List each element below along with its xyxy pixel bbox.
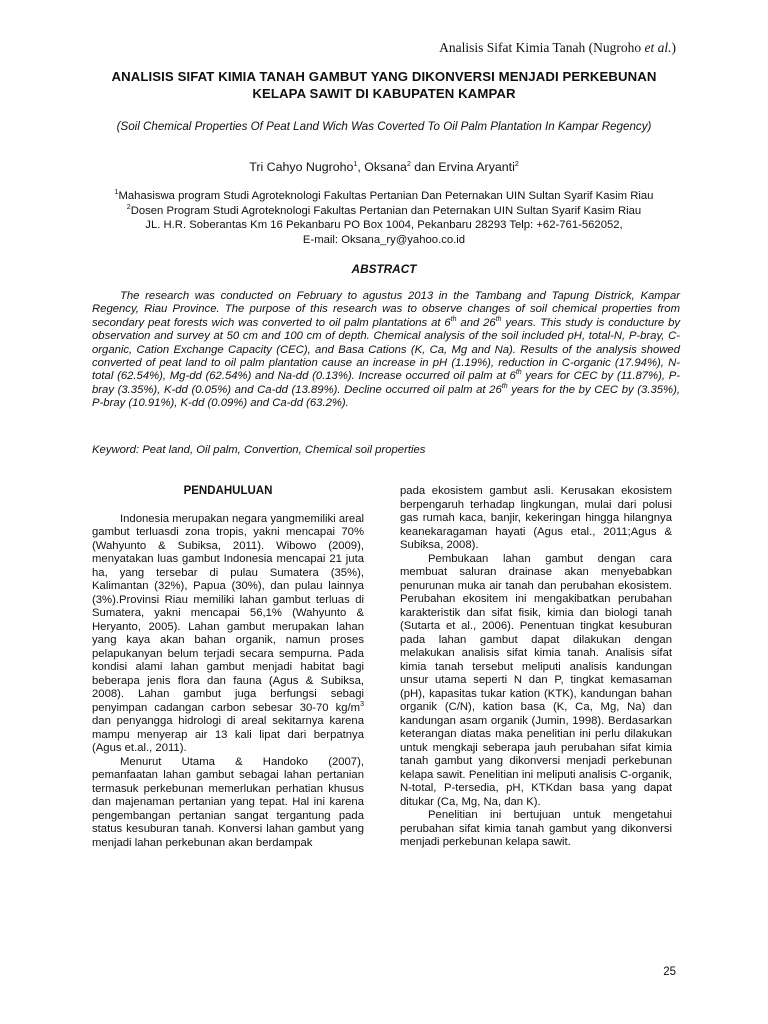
page-number: 25 — [663, 966, 676, 978]
author-1-affil: 1 — [353, 160, 358, 168]
paragraph — [92, 513, 364, 756]
affiliation-address: JL. H.R. Soberantas Km 16 Pekanbaru PO Box 1004, Pekanbaru 28293 Telp: +62-761-562052, — [145, 219, 623, 231]
left-column — [92, 485, 364, 850]
paragraph-text: dan penyangga hidrologi di areal sekitarnya karena mampu menyerap air 13 kali lipat dari berpatnya (Agus et.al., 2011). — [92, 715, 364, 754]
abstract-sup-4: th — [501, 383, 508, 391]
affiliation-2 — [60, 204, 708, 219]
paper-title — [60, 68, 708, 102]
paragraph-continued: pada ekosistem gambut asli. Kerusakan ekosistem berpengaruh terhadap lingkungan, mulai dari polusi gas rumah kaca, banjir, kekeringan hingga hilangnya keanekaragaman hayati (Agus etal., 2011;Agus & Subiksa, 2008). — [400, 485, 672, 551]
abstract-part-5: years for the by CEC by (3.35%), P-bray (10.91%), K-dd (0.09%) and Ca-dd (63.2%). — [92, 383, 680, 410]
abstract-part-4: years for CEC by (11.87%), P-bray (3.35%), K-dd (0.05%) and Ca-dd (13.89%). Decline occurred oil palm at 26 — [92, 370, 680, 396]
abstract-part-2: and 26 — [456, 316, 496, 329]
right-column — [400, 485, 672, 850]
author-3-affil: 2 — [514, 160, 519, 168]
affiliation-2-mark: 2 — [126, 203, 131, 211]
abstract-sup-2: th — [495, 316, 502, 324]
author-1: Tri Cahyo Nugroho — [249, 160, 354, 174]
abstract-part-1: The research was conducted on February to agustus 2013 in the Tambang and Tapung Districk, Kampar Regency, Riau Province. The purpose of this research was to observe changes of soil chemical properties from secondary peat forests wich was converted to oil palm plantations at 6 — [92, 290, 680, 329]
author-2: , Oksana — [357, 160, 407, 174]
paper-subtitle: (Soil Chemical Properties Of Peat Land Wich Was Coverted To Oil Palm Plantation In Kampar Regency) — [116, 120, 652, 133]
paragraph: Penelitian ini bertujuan untuk mengetahui perubahan sifat kimia tanah gambut yang dikonversi menjadi perkebunan kelapa sawit. — [400, 809, 672, 848]
running-title: Analisis Sifat Kimia Tanah (Nugroho — [439, 40, 645, 55]
running-close: ) — [671, 40, 676, 55]
affiliation-1-mark: 1 — [114, 189, 119, 197]
running-etal: et al. — [644, 40, 672, 55]
paragraph: Pembukaan lahan gambut dengan cara membuat saluran drainase akan menyebabkan penurunan muka air tanah dan perubahan ekosistem. Perubahan ekositem ini mengakibatkan perubahan karakteristik dan sifat fisik, kimia dan biologi tanah (Sutarta et al., 2006). Penentuan tingkat kesuburan pada lahan gambut dapat dilakukan dengan melakukan analisis sifat kimia tanah. Analisis sifat kimia tanah tersebut meliputi analisis kandungan unsur utama seperti N dan P, tingkat kemasaman (pH), kapasitas tukar kation (KTK), kandungan bahan organik (C/N), kation basa (K, Ca, Mg, Na) dan kandungan asam organik (Jumin, 1998). Berdasarkan keterangan diatas maka penelitian ini perlu dilakukan untuk mengkaji seberapa jauh perubahan sifat kimia tanah gambut yang dikonversi menjadi perkebunan kelapa sawit. Penelitian ini meliputi analisis C-organik, N-total, P-tersedia, pH, KTKdan basa yang dapat ditukar (Ca, Mg, Na, dan K). — [400, 552, 672, 808]
paragraph: Menurut Utama & Handoko (2007), pemanfaatan lahan gambut sebagai lahan pertanian termasuk perkebunan memerlukan perhatian khusus dan majenaman pertanian yang tepat. Hal ini karena pengembangan pertanian sangat tergantung pada status kesuburan tanah. Konversi lahan gambut yang menjadi lahan perkebunan akan berdampak — [92, 755, 364, 849]
section-heading-pendahuluan: PENDAHULUAN — [183, 485, 273, 497]
author-2-affil: 2 — [406, 160, 411, 168]
paragraph-text: Indonesia merupakan negara yangmemiliki areal gambut terluasdi zona tropis, yakni mencapai 70% (Wahyunto & Subiksa, 2011). Wibowo (2009), menyatakan luas gambut Indonesia mencapai 21 juta ha, yang tersebar di pulau Sumatera (35%), Kalimantan (32%), Papua (30%), dan pulau lainnya (3%).Provinsi Riau memiliki lahan gambut terluas di Sumatera, yakni mencapai 56,1% (Wahyunto & Heryanto, 2005). Lahan gambut merupakan lahan yang kaya akan bahan organik, namun proses pelapukanyan belum terjadi secara sempurna. Pada kondisi alami lahan gambut menjadi habitat bagi beberapa jenis flora dan fauna (Agus & Subiksa, 2008). Lahan gambut juga berfungsi sebagi penyimpan cadangan carbon sebesar 30-70 kg/m — [92, 512, 364, 714]
paper-title-line1: ANALISIS SIFAT KIMIA TANAH GAMBUT YANG DIKONVERSI MENJADI PERKEBUNAN — [111, 69, 657, 84]
abstract-part-3: years. This study is conducture by observation and survey at 50 cm and 100 cm of depth. Chemical analysis of the soil included pH, total-N, P-bray, C-organic, Cation Exchange Capacity (CEC), and Basa Cations (K, Ca, Mg and Na). Results of the analysis showed converted of peat land to oil palm plantation cause an increase in pH (1.19%), reduction in C-organic (17.94%), N-total (62.54%), Mg-dd (62.54%) and Na-dd (0.13%). Increase occurred oil palm at 6 — [92, 316, 680, 383]
affiliation-1 — [60, 189, 708, 204]
abstract-heading: ABSTRACT — [351, 262, 417, 276]
affiliation-2-text: Dosen Program Studi Agroteknologi Fakultas Pertanian dan Peternakan UIN Sultan Syarif Kasim Riau — [130, 204, 642, 217]
affiliations — [60, 189, 708, 247]
abstract-text — [92, 290, 680, 411]
running-header — [439, 40, 676, 56]
author-3: dan Ervina Aryanti — [410, 160, 515, 174]
affiliation-email: E-mail: Oksana_ry@yahoo.co.id — [302, 233, 466, 246]
author-list — [60, 160, 708, 174]
affiliation-1-text: Mahasiswa program Studi Agroteknologi Fakultas Pertanian Dan Peternakan UIN Sultan Syarif Kasim Riau — [118, 190, 654, 202]
unit-superscript: 3 — [360, 700, 364, 708]
keywords: Keyword: Peat land, Oil palm, Convertion, Chemical soil properties — [92, 444, 426, 456]
abstract-sup-1: th — [450, 316, 457, 324]
abstract-sup-3: th — [515, 369, 522, 377]
paper-title-line2: KELAPA SAWIT DI KABUPATEN KAMPAR — [252, 86, 516, 101]
